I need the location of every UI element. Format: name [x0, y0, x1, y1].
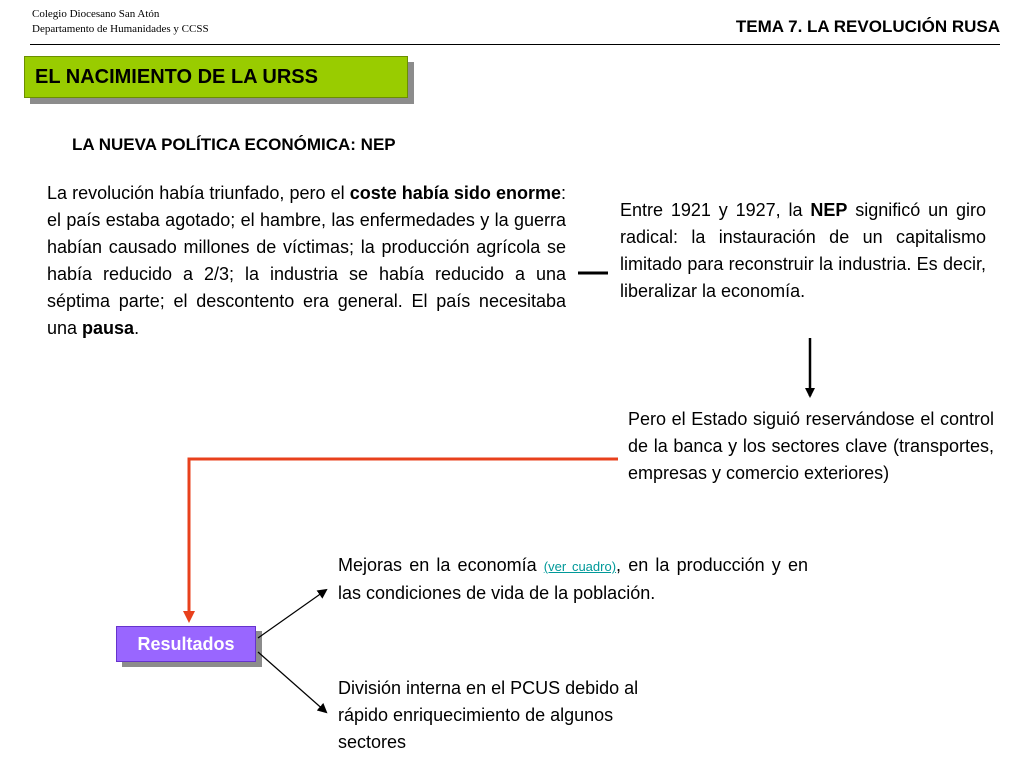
context-bold-cost: coste había sido enorme [349, 183, 561, 203]
arrow-to-result2 [258, 652, 326, 712]
department-name: Departamento de Humanidades y CCSS [32, 23, 209, 35]
result1-text-1: Mejoras en la economía [338, 555, 544, 575]
result1-text-2: , en la producción y en las condiciones de vida de la población. [338, 555, 808, 603]
section-subtitle: LA NUEVA POLÍTICA ECONÓMICA: NEP [72, 135, 396, 154]
state-control-paragraph: Pero el Estado siguió reservándose el control de la banca y los sectores clave (transportes, empresas y comercio exteriores) [628, 409, 994, 483]
nep-text-1: Entre 1921 y 1927, la [620, 200, 811, 220]
result-division-paragraph: División interna en el PCUS debido al rápido enriquecimiento de algunos sectores [338, 678, 639, 752]
ver-cuadro-link[interactable]: (ver cuadro) [543, 559, 617, 574]
red-connector [189, 459, 618, 620]
arrow-to-result1 [258, 590, 326, 638]
context-text-1: La revolución había triunfado, pero el [47, 183, 350, 203]
slide-title: EL NACIMIENTO DE LA URSS [24, 56, 408, 98]
context-bold-pause: pausa [82, 318, 135, 338]
school-name: Colegio Diocesano San Atón [32, 8, 160, 20]
context-text-2: : el país estaba agotado; el hambre, las enfermedades y la guerra habían causado millones de víctimas; la producción agrícola se había reducido a 2/3; la industria se había reducido a una séptima parte; el descontento era general. El país necesitaba una [47, 183, 567, 338]
results-box: Resultados [116, 626, 256, 662]
nep-bold: NEP [810, 200, 848, 220]
nep-text-2: significó un giro radical: la instauración de un capitalismo limitado para reconstruir la industria. Es decir, liberalizar la economía. [620, 200, 987, 301]
topic-title: TEMA 7. LA REVOLUCIÓN RUSA [735, 17, 1000, 36]
context-text-3: . [134, 318, 140, 338]
